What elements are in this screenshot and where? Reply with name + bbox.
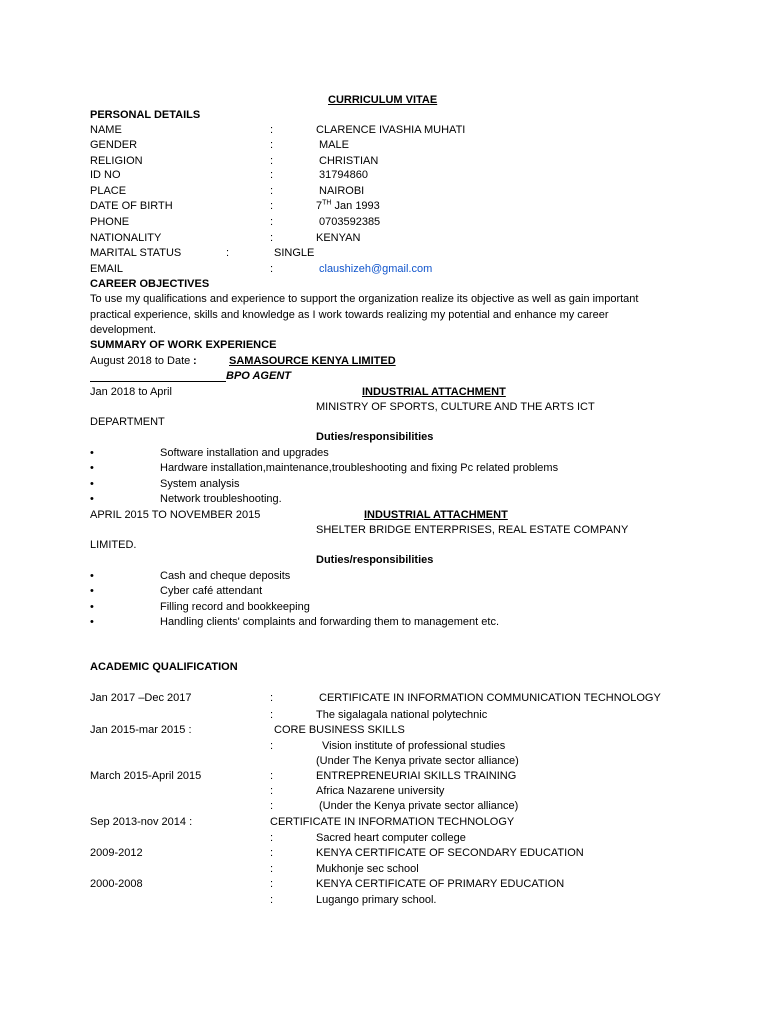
marital-status-value: SINGLE [274, 247, 315, 259]
job3-duty-bullet: • [90, 616, 94, 628]
academic-row-separator: : [270, 709, 274, 721]
objectives-line-3: development. [90, 324, 157, 336]
job3-duty-bullet: • [90, 570, 94, 582]
gender-label: GENDER [90, 139, 138, 151]
career-objectives-heading: CAREER OBJECTIVES [90, 278, 210, 290]
academic-row-text: Lugango primary school. [316, 894, 437, 906]
academic-heading: ACADEMIC QUALIFICATION [90, 661, 238, 673]
job1-role: BPO AGENT [226, 370, 291, 382]
email-separator: : [270, 263, 274, 275]
academic-row-text: CERTIFICATE IN INFORMATION TECHNOLOGY [270, 816, 515, 828]
email-label: EMAIL [90, 263, 124, 275]
job3-duty-bullet: • [90, 585, 94, 597]
job2-org-line-2: DEPARTMENT [90, 416, 165, 428]
academic-row-text: KENYA CERTIFICATE OF PRIMARY EDUCATION [316, 878, 565, 890]
religion-separator: : [270, 155, 274, 167]
academic-row-date: 2009-2012 [90, 847, 143, 859]
job3-org-line-2: LIMITED. [90, 539, 137, 551]
marital-status-separator: : [226, 247, 230, 259]
dob-separator: : [270, 200, 274, 212]
id-no-separator: : [270, 169, 274, 181]
objectives-line-2: practical experience, skills and knowledge as I work towards realizing my potential and enhance my career [90, 309, 609, 321]
job3-duty-item: Handling clients' complaints and forwarding them to management etc. [160, 616, 500, 628]
academic-row-text: CERTIFICATE IN INFORMATION COMMUNICATION TECHNOLOGY [319, 692, 661, 704]
academic-row-separator: : [270, 863, 274, 875]
dob-label: DATE OF BIRTH [90, 200, 173, 212]
job2-title: INDUSTRIAL ATTACHMENT [362, 386, 506, 398]
work-experience-heading: SUMMARY OF WORK EXPERIENCE [90, 339, 277, 351]
academic-row-separator: : [270, 894, 274, 906]
academic-row-separator: : [270, 832, 274, 844]
academic-row-text: CORE BUSINESS SKILLS [274, 724, 405, 736]
job3-org-line-1: SHELTER BRIDGE ENTERPRISES, REAL ESTATE COMPANY [316, 524, 629, 536]
job3-duty-item: Cash and cheque deposits [160, 570, 291, 582]
email-link[interactable]: claushizeh@gmail.com [319, 263, 433, 275]
place-value: NAIROBI [319, 185, 365, 197]
marital-status-label: MARITAL STATUS [90, 247, 182, 259]
job2-org-line-1: MINISTRY OF SPORTS, CULTURE AND THE ARTS ICT [316, 401, 595, 413]
religion-value: CHRISTIAN [319, 155, 379, 167]
academic-row-separator: : [270, 800, 274, 812]
academic-row-separator: : [270, 740, 274, 752]
name-value: CLARENCE IVASHIA MUHATI [316, 124, 466, 136]
academic-row-date: Jan 2015-mar 2015 : [90, 724, 192, 736]
nationality-separator: : [270, 232, 274, 244]
place-separator: : [270, 185, 274, 197]
dob-month-year: Jan 1993 [331, 200, 380, 212]
objectives-line-1: To use my qualifications and experience to support the organization realize its objective as well as gain important [90, 293, 639, 305]
academic-row-text: Vision institute of professional studies [322, 740, 506, 752]
job2-duty-item: Network troubleshooting. [160, 493, 282, 505]
dob-value [316, 200, 380, 213]
job1-company: SAMASOURCE KENYA LIMITED [229, 355, 396, 367]
job2-duty-bullet: • [90, 493, 94, 505]
job3-duty-item: Filling record and bookkeeping [160, 601, 310, 613]
academic-row-text: Mukhonje sec school [316, 863, 419, 875]
academic-row-text: Africa Nazarene university [316, 785, 445, 797]
academic-row-separator: : [270, 847, 274, 859]
academic-row-text: (Under the Kenya private sector alliance) [319, 800, 519, 812]
academic-row-separator: : [270, 692, 274, 704]
academic-row-date: Jan 2017 –Dec 2017 [90, 692, 192, 704]
dob-day: 7 [316, 200, 323, 212]
job2-duty-bullet: • [90, 447, 94, 459]
job2-duty-item: System analysis [160, 478, 240, 490]
nationality-label: NATIONALITY [90, 232, 162, 244]
dob-ordinal: TH [322, 199, 332, 207]
job1-colon: : [193, 355, 197, 367]
id-no-value: 31794860 [319, 169, 368, 181]
phone-separator: : [270, 216, 274, 228]
academic-row-date: Sep 2013-nov 2014 : [90, 816, 193, 828]
gender-separator: : [270, 139, 274, 151]
academic-row-text: The sigalagala national polytechnic [316, 709, 488, 721]
academic-row-date: 2000-2008 [90, 878, 143, 890]
academic-row-date: March 2015-April 2015 [90, 770, 202, 782]
job1-rule [90, 381, 226, 382]
name-separator: : [270, 124, 274, 136]
academic-row-separator: : [270, 785, 274, 797]
job2-duty-bullet: • [90, 462, 94, 474]
religion-label: RELIGION [90, 155, 143, 167]
job2-duty-item: Software installation and upgrades [160, 447, 329, 459]
name-label: NAME [90, 124, 122, 136]
job3-duty-bullet: • [90, 601, 94, 613]
gender-value: MALE [319, 139, 349, 151]
place-label: PLACE [90, 185, 127, 197]
document-title: CURRICULUM VITAE [328, 94, 438, 106]
phone-label: PHONE [90, 216, 130, 228]
phone-value: 0703592385 [319, 216, 381, 228]
academic-row-separator: : [270, 878, 274, 890]
job2-duty-bullet: • [90, 478, 94, 490]
academic-row-text: KENYA CERTIFICATE OF SECONDARY EDUCATION [316, 847, 584, 859]
academic-row-text: (Under The Kenya private sector alliance) [316, 755, 519, 767]
job3-duty-item: Cyber café attendant [160, 585, 263, 597]
job2-duties-heading: Duties/responsibilities [316, 431, 434, 443]
id-no-label: ID NO [90, 169, 121, 181]
job2-dates: Jan 2018 to April [90, 386, 172, 398]
academic-row-separator: : [270, 770, 274, 782]
nationality-value: KENYAN [316, 232, 361, 244]
job1-dates: August 2018 to Date [90, 355, 191, 367]
job3-duties-heading: Duties/responsibilities [316, 554, 434, 566]
job3-dates: APRIL 2015 TO NOVEMBER 2015 [90, 509, 261, 521]
academic-row-text: ENTREPRENEURIAI SKILLS TRAINING [316, 770, 517, 782]
job2-duty-item: Hardware installation,maintenance,troubleshooting and fixing Pc related problems [160, 462, 559, 474]
personal-details-heading: PERSONAL DETAILS [90, 109, 201, 121]
job3-title: INDUSTRIAL ATTACHMENT [364, 509, 508, 521]
academic-row-text: Sacred heart computer college [316, 832, 466, 844]
